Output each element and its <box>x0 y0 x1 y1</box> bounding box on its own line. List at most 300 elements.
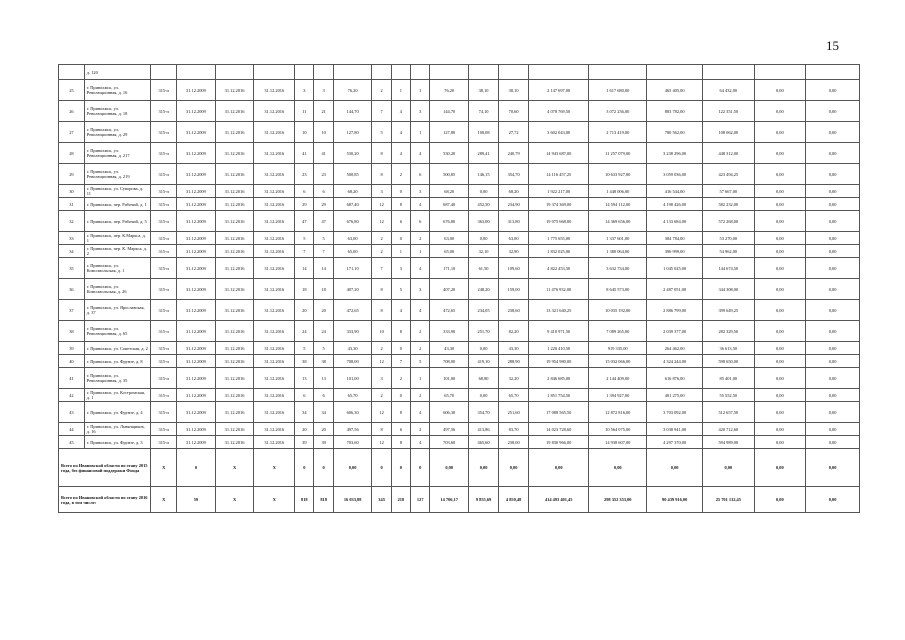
table-cell: 2 144 409,00 <box>589 368 647 389</box>
table-cell: 63,00 <box>333 232 372 245</box>
table-cell: 31.12.2009 <box>177 436 216 449</box>
table-cell: 7 089 265,00 <box>589 321 647 342</box>
table-cell: г. Приволжск, пер. К. Маркса, д. 2 <box>84 245 151 258</box>
table-cell: 144,70 <box>430 101 469 122</box>
table-cell: 0,00 <box>754 487 806 513</box>
table-cell: 65,00 <box>333 245 372 258</box>
table-row <box>59 245 860 258</box>
table-cell: 7 <box>295 245 314 258</box>
table-cell: 11 257 079,00 <box>589 143 647 164</box>
table-cell: 0,00 <box>806 487 860 513</box>
table-row <box>59 368 860 389</box>
table-cell: 0,00 <box>806 164 860 185</box>
table-cell: 416 544,00 <box>647 185 703 198</box>
table-cell: 315-п <box>151 232 177 245</box>
table-cell: 7 <box>391 355 410 368</box>
table-cell: 3 <box>372 368 391 389</box>
table-cell: 2 <box>391 164 410 185</box>
table-cell: г. Приволжск, ул. Революционная, д. 65 <box>84 321 151 342</box>
table-cell: 31.12.2009 <box>177 185 216 198</box>
table-cell: 0,00 <box>754 279 806 300</box>
table-cell: 31.12.2009 <box>177 122 216 143</box>
table-cell: 13 <box>314 368 333 389</box>
table-cell: 2 147 697,00 <box>529 80 589 101</box>
table-cell: 31.12.2016 <box>215 423 254 436</box>
table-cell: 240,79 <box>499 143 529 164</box>
table-cell: 11 <box>295 101 314 122</box>
table-cell: 109,60 <box>499 258 529 279</box>
table-cell: 0,00 <box>333 449 372 487</box>
table-cell: 1 <box>411 245 430 258</box>
table-cell: 15 032 066,00 <box>589 355 647 368</box>
table-cell: 31.12.2016 <box>215 80 254 101</box>
table-cell: 8 <box>372 279 391 300</box>
table-cell: 3 059 036,00 <box>647 164 703 185</box>
table-cell: 43,30 <box>333 342 372 355</box>
table-cell: 13 321 640,25 <box>529 300 589 321</box>
table-cell: 448 312,00 <box>703 143 755 164</box>
table-cell: 108 062,00 <box>703 122 755 143</box>
table-cell: 2 886 799,00 <box>647 300 703 321</box>
table-cell: 38,10 <box>469 80 499 101</box>
table-cell: 4 324 244,00 <box>647 355 703 368</box>
table-cell: 18 <box>314 279 333 300</box>
table-cell: 14 <box>314 258 333 279</box>
table-cell: 1 <box>411 122 430 143</box>
table-cell: 333,90 <box>430 321 469 342</box>
table-row <box>59 80 860 101</box>
table-cell: 4 133 684,00 <box>647 211 703 232</box>
table-cell: 12 <box>372 355 391 368</box>
table-cell: 315-п <box>151 164 177 185</box>
table-cell: 6 <box>314 185 333 198</box>
table-cell: 2 846 685,00 <box>529 368 589 389</box>
table-cell: 465,60 <box>469 436 499 449</box>
table-cell: 0,00 <box>754 342 806 355</box>
table-cell: 31.12.2016 <box>254 389 295 402</box>
table-cell: 82,20 <box>499 321 529 342</box>
table-cell: 315-п <box>151 368 177 389</box>
table-cell: 0,00 <box>754 211 806 232</box>
total-row <box>59 449 860 487</box>
table-cell: 0,00 <box>754 436 806 449</box>
table-cell: 1 220 410,50 <box>529 342 589 355</box>
table-cell: 0,00 <box>806 211 860 232</box>
table-cell: 31.12.2009 <box>177 355 216 368</box>
table-cell: 41 <box>295 143 314 164</box>
table-cell: 3 632 734,00 <box>589 258 647 279</box>
table-cell: 31.12.2009 <box>177 258 216 279</box>
table-cell: 0,00 <box>806 258 860 279</box>
table-cell: 687,40 <box>333 198 372 211</box>
table-row <box>59 279 860 300</box>
table-cell: 5 <box>372 122 391 143</box>
table-cell: г. Приволжск, пер. Рабочий, д. 1 <box>84 198 151 211</box>
table-cell: г. Приволжск, ул. Революционная, д. 16 <box>84 80 151 101</box>
table-cell: 616 876,00 <box>647 368 703 389</box>
table-cell: 20 <box>295 300 314 321</box>
table-cell: 68,20 <box>333 185 372 198</box>
table-cell: 0,00 <box>754 185 806 198</box>
table-cell: 344 308,00 <box>703 279 755 300</box>
table-cell: 0,00 <box>806 198 860 211</box>
table-cell: 31.12.2016 <box>215 402 254 423</box>
table-cell: 31.12.2016 <box>254 342 295 355</box>
table-cell: 10 <box>314 122 333 143</box>
table-cell: 0 <box>391 185 410 198</box>
table-cell: 2 <box>372 232 391 245</box>
table-cell: 2 487 051,00 <box>647 279 703 300</box>
table-row <box>59 232 860 245</box>
table-cell: 1 337 601,00 <box>589 232 647 245</box>
table-cell: 0,00 <box>754 164 806 185</box>
table-cell: 24 <box>314 321 333 342</box>
table-cell: 31.12.2009 <box>177 279 216 300</box>
table-cell: 144 674,50 <box>703 258 755 279</box>
table-cell: 315-п <box>151 436 177 449</box>
table-cell: 32,20 <box>499 368 529 389</box>
table-cell: 31.12.2016 <box>254 232 295 245</box>
table-cell: 512 657,50 <box>703 402 755 423</box>
table-cell: 31.12.2009 <box>177 80 216 101</box>
table-cell: 8 <box>391 402 410 423</box>
table-cell: 315-п <box>151 279 177 300</box>
table-cell: 31.12.2009 <box>177 342 216 355</box>
table-cell: 16 033,88 <box>333 487 372 513</box>
table-cell: 4 822 453,50 <box>529 258 589 279</box>
table-cell: г. Приволжск, ул. Фрунзе, д. 4 <box>84 402 151 423</box>
table-cell: 31.12.2016 <box>215 101 254 122</box>
table-cell: 315-п <box>151 321 177 342</box>
table-cell: 14 594 112,00 <box>589 198 647 211</box>
table-cell: 0,00 <box>754 355 806 368</box>
table-cell: 3 <box>411 279 430 300</box>
table-cell: 0,00 <box>806 101 860 122</box>
table-cell: 31.12.2016 <box>254 279 295 300</box>
table-row <box>59 321 860 342</box>
table-cell: 363,00 <box>469 211 499 232</box>
table-cell: 3 602 043,00 <box>529 122 589 143</box>
table-cell: 0,00 <box>806 342 860 355</box>
table-cell: 20 <box>314 300 333 321</box>
table-cell: 171,10 <box>333 258 372 279</box>
table-cell: 31.12.2009 <box>177 389 216 402</box>
table-cell: 0,00 <box>647 449 703 487</box>
table-cell: 25 <box>59 80 85 101</box>
table-cell: 31.12.2016 <box>215 143 254 164</box>
table-cell: 127 <box>411 487 430 513</box>
table-cell: 31.12.2016 <box>215 258 254 279</box>
table-cell: 582 232,00 <box>703 198 755 211</box>
table-cell: 54 962,00 <box>703 245 755 258</box>
table-cell: 0,00 <box>806 402 860 423</box>
table-cell: 4 <box>411 436 430 449</box>
table-cell: 500,85 <box>333 164 372 185</box>
table-cell: 0,00 <box>529 449 589 487</box>
table-cell: г. Приволжск, ул. Советская, д. 2 <box>84 342 151 355</box>
table-cell: 703,60 <box>430 436 469 449</box>
table-cell: 315-п <box>151 122 177 143</box>
page-number: 15 <box>826 38 839 53</box>
table-cell: 4 198 426,00 <box>647 198 703 211</box>
table-row <box>59 164 860 185</box>
table-cell: 676,80 <box>430 211 469 232</box>
table-cell: 218 <box>391 487 410 513</box>
table-cell: 0 <box>177 449 216 487</box>
table-cell: 21 <box>314 101 333 122</box>
table-cell: 63,00 <box>430 232 469 245</box>
table-cell: 14 706,17 <box>430 487 469 513</box>
table-cell: 31.12.2016 <box>254 198 295 211</box>
table-cell: 0,00 <box>806 321 860 342</box>
table-cell: 76,20 <box>333 80 372 101</box>
table-cell: 31.12.2016 <box>215 122 254 143</box>
table-cell: 4 <box>411 402 430 423</box>
table-cell: 5 <box>391 279 410 300</box>
table-cell: 1 922 217,00 <box>529 185 589 198</box>
table-row <box>59 300 860 321</box>
table-cell: 407,20 <box>333 279 372 300</box>
table-cell: 0,00 <box>806 80 860 101</box>
table-cell: 8 <box>372 423 391 436</box>
table-cell: 31.12.2016 <box>215 245 254 258</box>
table-cell: 0,00 <box>754 143 806 164</box>
table-cell: 703,60 <box>333 436 372 449</box>
table-cell: 12 <box>372 436 391 449</box>
table-cell: 288,90 <box>499 355 529 368</box>
table-cell: 38 <box>314 355 333 368</box>
table-cell: 31.12.2016 <box>215 198 254 211</box>
table-cell: 31.12.2009 <box>177 402 216 423</box>
table-cell: 4 <box>391 300 410 321</box>
table-cell: 31.12.2016 <box>215 436 254 449</box>
table-cell: 234,90 <box>499 198 529 211</box>
table-cell: 4 <box>411 143 430 164</box>
table-cell: 4 078 769,50 <box>529 101 589 122</box>
table-cell: 8 645 573,00 <box>589 279 647 300</box>
table-cell: 53 270,00 <box>703 232 755 245</box>
table-cell: 0,00 <box>806 423 860 436</box>
table-cell: 19 075 668,00 <box>529 211 589 232</box>
table-cell: г. Приволжск, ул. Революционная, д. 18 <box>84 101 151 122</box>
table-cell: 57 667,00 <box>703 185 755 198</box>
table-cell: 39 <box>314 436 333 449</box>
table-cell: X <box>215 449 254 487</box>
table-row <box>59 423 860 436</box>
address-fragment: д. 120 <box>84 65 151 80</box>
table-cell: 238,60 <box>499 300 529 321</box>
table-cell: 17 088 565,50 <box>529 402 589 423</box>
table-cell: 6 <box>295 185 314 198</box>
table-cell: 10 035 192,00 <box>589 300 647 321</box>
table-cell: 530,20 <box>430 143 469 164</box>
table-cell: 0,00 <box>754 101 806 122</box>
table-cell: 20 <box>295 423 314 436</box>
table-cell: 3 <box>314 80 333 101</box>
table-cell: 0,00 <box>754 232 806 245</box>
table-cell: 234,05 <box>469 300 499 321</box>
table-cell: 1 380 064,00 <box>589 245 647 258</box>
table-cell: 12 <box>372 198 391 211</box>
table-cell: 31.12.2016 <box>254 368 295 389</box>
table-cell: 472,65 <box>333 300 372 321</box>
table-cell: 2 <box>411 342 430 355</box>
table-cell: г. Приволжск, ул. Революционная, д. 29 <box>84 122 151 143</box>
table-cell: 31.12.2016 <box>215 232 254 245</box>
table-cell: 2 713 419,00 <box>589 122 647 143</box>
table-cell: 4 <box>411 198 430 211</box>
table-cell: 3 038 941,00 <box>647 423 703 436</box>
table-cell: 315-п <box>151 389 177 402</box>
table-cell: 31.12.2016 <box>215 355 254 368</box>
table-cell: 31.12.2009 <box>177 300 216 321</box>
table-cell: 0,00 <box>806 245 860 258</box>
table-cell: 23 <box>295 164 314 185</box>
table-cell: 423 494,25 <box>703 164 755 185</box>
table-cell: 83,70 <box>499 423 529 436</box>
table-cell: 606,30 <box>430 402 469 423</box>
table-cell: 238,00 <box>499 436 529 449</box>
table-cell: 687,40 <box>430 198 469 211</box>
table-cell: 127,80 <box>333 122 372 143</box>
table-cell: 6 <box>314 389 333 402</box>
table-cell: 298 352 353,00 <box>589 487 647 513</box>
table-cell: 31.12.2016 <box>215 368 254 389</box>
table-cell: 31.12.2016 <box>254 300 295 321</box>
table-cell: 2 <box>372 389 391 402</box>
table-row <box>59 122 860 143</box>
table-cell: 315-п <box>151 211 177 232</box>
table-cell: 31.12.2009 <box>177 143 216 164</box>
table-cell: 36 613,50 <box>703 342 755 355</box>
table-cell: 8 <box>391 198 410 211</box>
table-cell: 0,00 <box>469 389 499 402</box>
table-cell: 12 <box>372 402 391 423</box>
table-cell: 9 410 971,50 <box>529 321 589 342</box>
table-cell: 497,56 <box>333 423 372 436</box>
table-cell: 64 432,00 <box>703 80 755 101</box>
table-cell: 7 <box>372 101 391 122</box>
table-cell: 41 <box>59 368 85 389</box>
table-cell: 35 <box>59 258 85 279</box>
table-cell: 0,00 <box>754 122 806 143</box>
table-cell: 29 <box>59 164 85 185</box>
table-cell: 47 <box>314 211 333 232</box>
table-cell: 3 <box>411 101 430 122</box>
table-cell: 1 448 006,00 <box>589 185 647 198</box>
table-cell: 122 351,50 <box>703 101 755 122</box>
table-cell: 28 <box>59 143 85 164</box>
table-cell: 3 <box>391 258 410 279</box>
table-cell: 3 <box>372 185 391 198</box>
table-cell: 36 <box>59 279 85 300</box>
table-cell: 0,00 <box>754 245 806 258</box>
table-cell: г. Приволжск, ул. Революционная, д. 35 <box>84 368 151 389</box>
table-cell: 594 989,00 <box>703 436 755 449</box>
table-cell: г. Приволжск, пер. К.Маркса, д. 1 <box>84 232 151 245</box>
table-cell: 264 462,00 <box>647 342 703 355</box>
table-cell: г. Приволжск, ул. Костромская, д. 1 <box>84 389 151 402</box>
table-cell: 2 <box>391 368 410 389</box>
table-cell: 68,80 <box>469 368 499 389</box>
table-cell: г. Приволжск, ул. Ярославская, д. 37 <box>84 300 151 321</box>
table-cell: X <box>254 449 295 487</box>
table-cell: 2 <box>411 389 430 402</box>
table-cell: 315-п <box>151 423 177 436</box>
table-cell: 9 855,69 <box>469 487 499 513</box>
table-cell: 31.12.2016 <box>254 185 295 198</box>
table-cell: 70,60 <box>499 101 529 122</box>
table-cell: 0,00 <box>754 423 806 436</box>
table-cell: 0,00 <box>469 232 499 245</box>
table-cell: 0,00 <box>806 122 860 143</box>
table-cell: 31.12.2016 <box>254 143 295 164</box>
table-cell: 31.12.2016 <box>254 164 295 185</box>
table-cell: 2 <box>411 423 430 436</box>
table-cell: 31.12.2016 <box>254 423 295 436</box>
table-cell: 65,70 <box>333 389 372 402</box>
table-cell: 41 <box>314 143 333 164</box>
table-cell: 345 <box>372 487 391 513</box>
table-cell: 31.12.2009 <box>177 232 216 245</box>
table-cell: 6 <box>295 389 314 402</box>
table-cell: 414 493 401,45 <box>529 487 589 513</box>
table-cell: 74,10 <box>469 101 499 122</box>
table-cell: 90 439 916,00 <box>647 487 703 513</box>
table-cell: 40 <box>59 355 85 368</box>
table-row <box>59 101 860 122</box>
table-cell: 127,80 <box>430 122 469 143</box>
table-cell: 31.12.2016 <box>215 321 254 342</box>
table-cell: 14 369 656,00 <box>589 211 647 232</box>
table-cell: 530,20 <box>333 143 372 164</box>
table-cell: 18 <box>295 279 314 300</box>
table-cell: 171,10 <box>430 258 469 279</box>
table-cell: 248,20 <box>469 279 499 300</box>
table-cell: 2 039 377,00 <box>647 321 703 342</box>
table-cell: 419,10 <box>469 355 499 368</box>
table-cell: 0,00 <box>754 198 806 211</box>
table-cell: 5 <box>411 355 430 368</box>
table-cell: 101,00 <box>430 368 469 389</box>
table-cell: 47 <box>295 211 314 232</box>
table-cell: 0,00 <box>754 449 806 487</box>
table-cell: 59 <box>177 487 216 513</box>
table-cell: 818 <box>314 487 333 513</box>
table-cell: 31.12.2009 <box>177 368 216 389</box>
table-cell: 315-п <box>151 185 177 198</box>
table-cell: X <box>151 487 177 513</box>
table-cell: 500,85 <box>430 164 469 185</box>
table-cell: 1 617 680,00 <box>589 80 647 101</box>
table-cell: 1 <box>411 368 430 389</box>
table-cell: 4 <box>391 143 410 164</box>
table-cell: 43,30 <box>430 342 469 355</box>
table-row <box>59 436 860 449</box>
table-cell: 32,90 <box>499 245 529 258</box>
table-cell: 289,41 <box>469 143 499 164</box>
table-cell: 8 <box>391 436 410 449</box>
table-cell: 65,70 <box>499 389 529 402</box>
table-cell: 780 562,00 <box>647 122 703 143</box>
table-cell: 34 <box>59 245 85 258</box>
table-cell: 31.12.2016 <box>215 342 254 355</box>
table-cell: 37 <box>59 300 85 321</box>
table-cell: 1 394 927,00 <box>589 389 647 402</box>
table-cell: 31.12.2016 <box>254 122 295 143</box>
table-cell: 6 <box>411 164 430 185</box>
table-cell: 0,00 <box>806 185 860 198</box>
